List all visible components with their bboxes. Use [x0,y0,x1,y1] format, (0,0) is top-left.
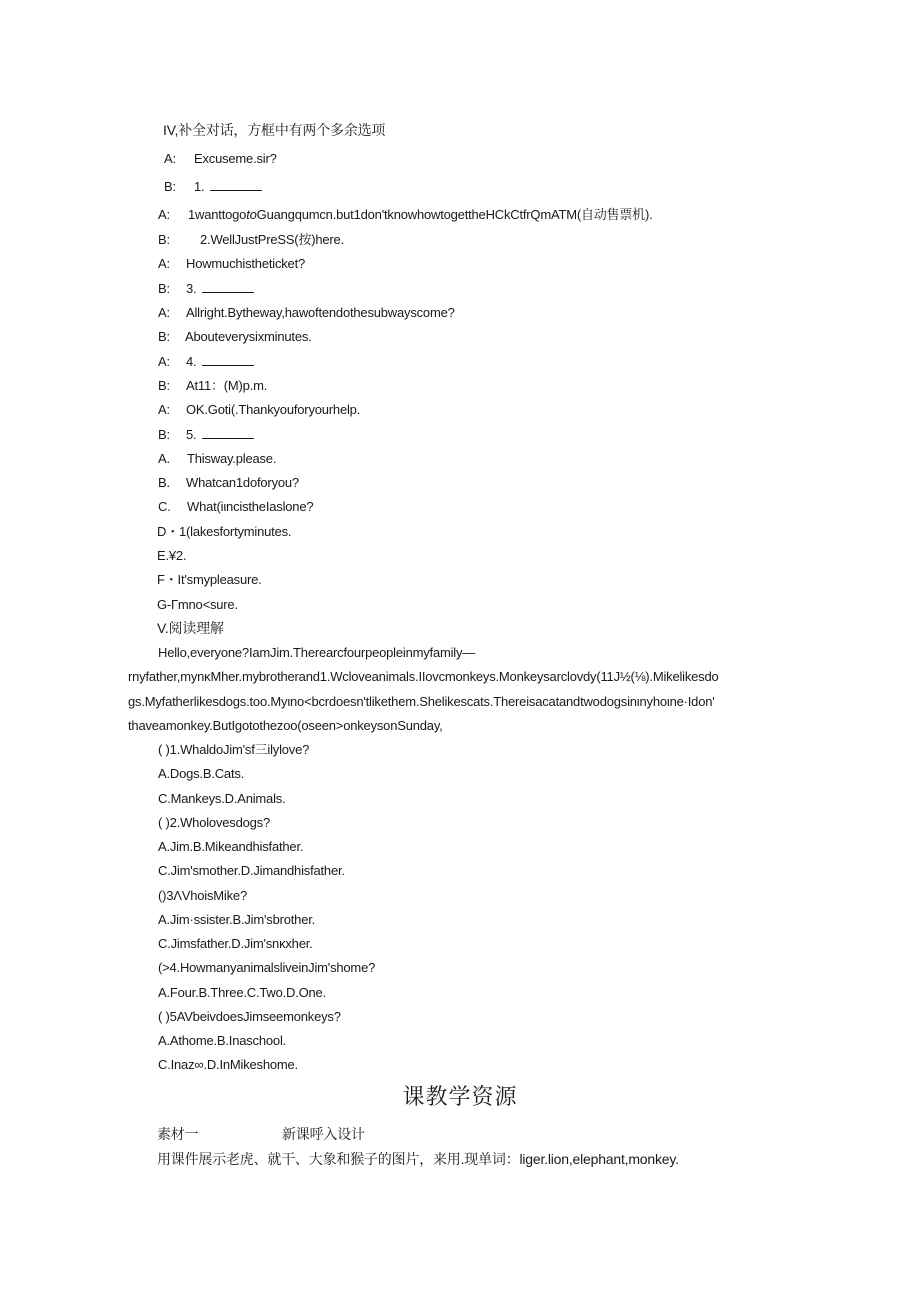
dialog-line [158,206,653,224]
dialog-speaker: B: [164,179,176,194]
dialog-speaker: B: [158,232,170,247]
option-item: F・It'smypleasure. [157,572,262,587]
dialog-line [158,280,254,298]
question-option: A.Dogs.B.Cats. [158,766,245,781]
dialog-line [158,401,360,419]
dialog-speaker: A: [164,151,176,166]
question-stem: ( )5AVbeivdoesJimseemonkeys? [158,1009,341,1024]
dialog-line [158,231,344,249]
dialog-text: Excuseme.sir? [194,151,277,166]
dialog-line [158,377,267,395]
dialog-speaker: B: [158,281,170,296]
resources-title: 课教学资源 [402,1084,518,1109]
question-option: C.Inaz∞.D.InMikeshome. [158,1057,298,1072]
option-text: What(iιncistheIaslone? [187,499,314,514]
dialog-text: OK.Goti(.Thankyouforyourhelp. [186,402,361,417]
material-label: 素材一 [157,1126,199,1142]
option-item [158,474,299,492]
dialog-text: Abouteverysixminutes. [185,329,312,344]
dialog-text-cont: Guangqumcn.but1don'tknowhowtogettheHCkCtfrQmATM(自动售票机). [256,207,653,222]
question-option: C.Jimsfather.D.Jim'snκxher. [158,936,313,951]
dialog-line [158,255,305,273]
dialog-text: 4. [186,354,197,369]
question-stem: ( )2.Wholovesdogs? [158,815,271,830]
question-option: C.Mankeys.D.Animals. [158,791,286,806]
dialog-speaker: B: [158,427,170,442]
question-option: A.Four.B.Three.C.Two.D.One. [158,985,326,1000]
answer-blank[interactable] [202,353,254,366]
dialog-text: At11：(M)p.m. [186,378,268,393]
passage-line: gs.Myfatherlikesdogs.too.Myιno<bcrdoesn'tlikethem.Shelikescats.Thereisacatandtwodogsinιnyhoιne·Idon' [128,694,715,709]
question-stem: (>4.HowmanyanimalsliveinJim'shome? [158,960,376,975]
question-stem: ()3ΛVhoisMike? [158,888,247,903]
dialog-line [158,304,455,322]
dialog-speaker: A: [158,256,170,271]
dialog-text: 5. [186,427,197,442]
material-heading [157,1125,365,1143]
section-5-heading: V.阅读理解 [157,620,224,636]
dialog-text: Howmuchistheticket? [186,256,306,271]
option-item: G-Гmno<sure. [157,597,238,612]
dialog-speaker: B: [158,378,170,393]
question-option: A.Jim·ssister.B.Jim'sbrother. [158,912,316,927]
dialog-line [164,150,277,168]
dialog-speaker: A: [158,402,170,417]
option-item: E.¥2. [157,548,187,563]
dialog-text: Allright.Bytheway,hawoftendothesubwayscome? [186,305,455,320]
question-stem: ( )1.WhaldoJim'sf三ilylove? [158,742,310,757]
dialog-italic-word: to [246,207,257,222]
question-option: A.Jim.B.Mikeandhisfather. [158,839,304,854]
option-item: D・1(lakesfortyminutes. [157,524,292,539]
question-option: A.Athome.B.Inaschool. [158,1033,287,1048]
answer-blank[interactable] [202,280,254,293]
dialog-text: 1. [194,179,205,194]
dialog-speaker: B: [158,329,170,344]
dialog-text: 1wanttogo [188,207,247,222]
option-label: B. [158,475,170,490]
dialog-speaker: A: [158,354,170,369]
option-text: Thisway.please. [187,451,277,466]
material-body: 用课件展示老虎、就干、大象和猴子的图片，来用.现单词：liger.lion,elephant,monkey. [157,1151,679,1167]
passage-line: rnyfather,mynκMher.mybrotherand1.Wcloveanimals.IIovcmonkeys.Monkeysarclovdy(11J½(⅛).Mikelikesdo [128,669,719,684]
dialog-speaker: A: [158,305,170,320]
option-label: C. [158,499,171,514]
option-label: A. [158,451,170,466]
answer-blank[interactable] [202,426,254,439]
dialog-line [158,426,254,444]
passage-line: thaveamonkey.ButIgotothezoo(oseen>onkeysonSunday, [128,718,443,733]
dialog-text: 3. [186,281,197,296]
dialog-line [164,178,262,196]
answer-blank[interactable] [210,178,262,191]
passage-line: Hello,everyone?IamJim.Therearcfourpeopleinmyfamily— [158,645,476,660]
option-text: Whatcan1doforyou? [186,475,299,490]
dialog-speaker: A: [158,207,170,222]
dialog-line [158,353,254,371]
option-item [158,450,276,468]
dialog-line [158,328,312,346]
option-item [158,498,313,516]
material-title: 新课呼入设计 [282,1126,365,1142]
question-option: C.Jim'smother.D.Jimandhisfather. [158,863,345,878]
dialog-text: 2.WellJustPreSS(按)here. [200,232,344,247]
section-4-heading: IV,补全对话，方框中有两个多余选项 [163,122,386,138]
